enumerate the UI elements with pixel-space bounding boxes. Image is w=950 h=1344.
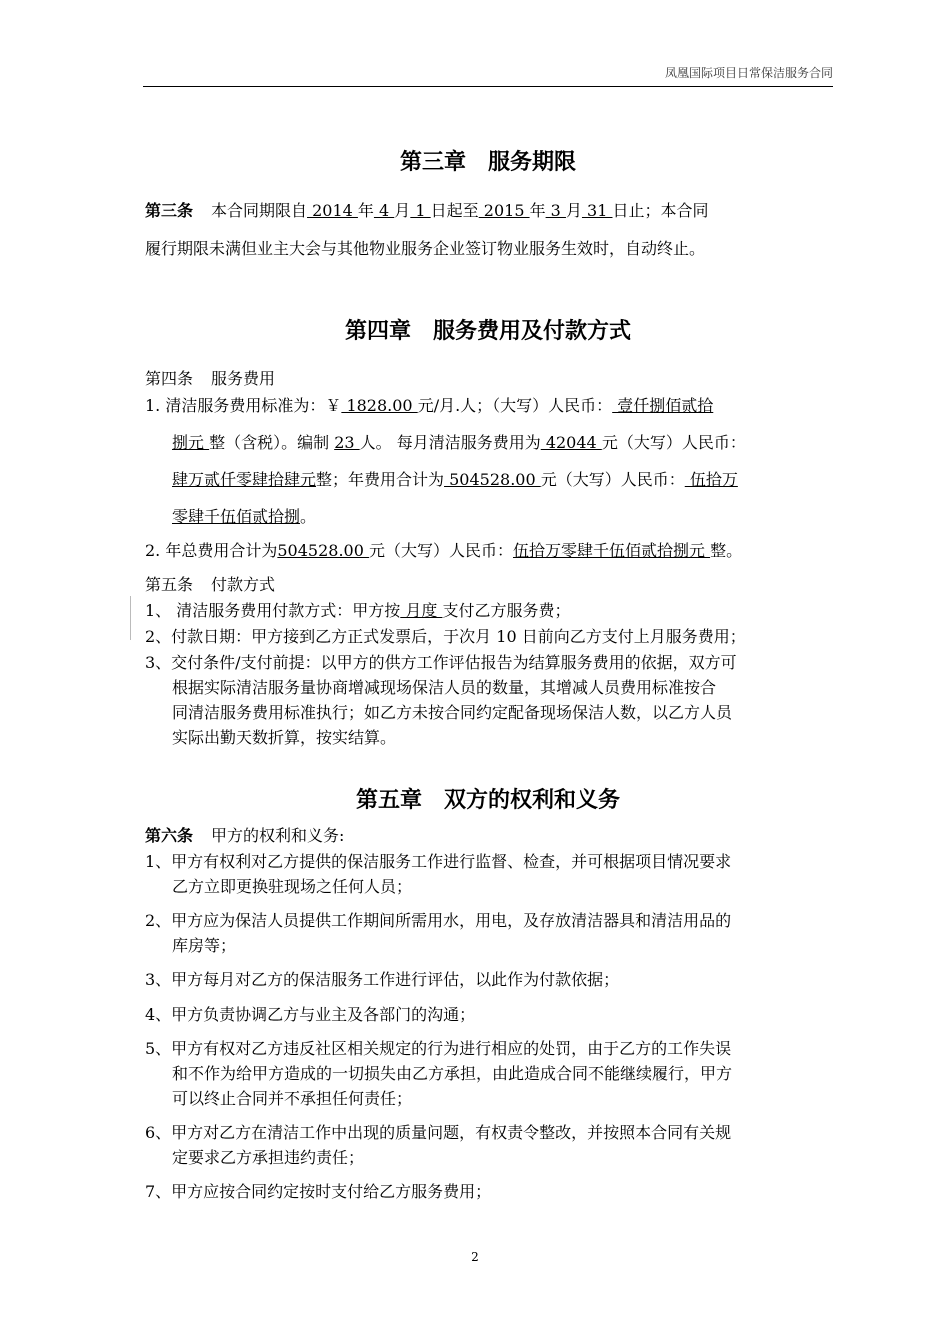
payment-item-3-line-1: 3、交付条件/支付前提：以甲方的供方工作评估报告为结算服务费用的依据，双方可	[145, 653, 737, 672]
article-4-heading: 第四条 服务费用	[145, 369, 276, 388]
page-header	[143, 64, 833, 87]
article-5-heading: 第五条 付款方式	[145, 575, 276, 594]
payment-item-2: 2、付款日期：甲方接到乙方正式发票后，于次月 10 日前向乙方支付上月服务费用；	[145, 627, 746, 646]
payment-item-3-line-4: 实际出勤天数折算，按实结算。	[172, 728, 397, 747]
article-6-heading: 第六条 甲方的权利和义务:	[145, 826, 345, 845]
article-3-line-1: 第三条 本合同期限自 2014 年 4 月 1 日起至 2015 年 3 月 31 日止；本合同	[145, 201, 709, 220]
right-item-1-line-1: 1、甲方有权利对乙方提供的保洁服务工作进行监督、检查，并可根据项目情况要求	[145, 852, 732, 871]
right-item-6-line-2: 定要求乙方承担违约责任；	[172, 1148, 365, 1167]
right-item-5-line-3: 可以终止合同并不承担任何责任；	[172, 1089, 413, 1108]
right-item-4: 4、甲方负责协调乙方与业主及各部门的沟通；	[145, 1005, 476, 1024]
right-item-7: 7、甲方应按合同约定按时支付给乙方服务费用；	[145, 1182, 492, 1201]
payment-item-3-line-2: 根据实际清洁服务量协商增减现场保洁人员的数量，其增减人员费用标准按合	[172, 678, 717, 697]
chapter-5-title: 第五章 双方的权利和义务	[355, 788, 620, 813]
article-3-line-2: 履行期限未满但业主大会与其他物业服务企业签订物业服务生效时，自动终止。	[145, 239, 706, 258]
right-item-3: 3、甲方每月对乙方的保洁服务工作进行评估，以此作为付款依据；	[145, 970, 620, 989]
fee-item-1-line-3: 肆万贰仟零肆拾肆元整；年费用合计为 504528.00 元（大写）人民币： 伍拾万	[172, 470, 738, 489]
right-item-1-line-2: 乙方立即更换驻现场之任何人员；	[172, 877, 413, 896]
fee-item-1-line-1: 1. 清洁服务费用标准为：￥ 1828.00 元/月.人；（大写）人民币： 壹仟捌佰贰拾	[145, 396, 714, 415]
right-item-6-line-1: 6、甲方对乙方在清洁工作中出现的质量问题，有权责令整改，并按照本合同有关规	[145, 1123, 732, 1142]
payment-item-1: 1、 清洁服务费用付款方式：甲方按 月度 支付乙方服务费；	[145, 601, 571, 620]
chapter-3-title: 第三章 服务期限	[399, 150, 576, 175]
fee-item-1-line-2: 捌元 整（含税）。编制 23 人。 每月清洁服务费用为 42044 元（大写）人民币：	[172, 433, 746, 452]
right-item-2-line-1: 2、甲方应为保洁人员提供工作期间所需用水，用电，及存放清洁器具和清洁用品的	[145, 911, 732, 930]
right-item-5-line-1: 5、甲方有权对乙方违反社区相关规定的行为进行相应的处罚，由于乙方的工作失误	[145, 1039, 732, 1058]
right-item-2-line-2: 库房等；	[172, 936, 237, 955]
fee-item-1-line-4: 零肆千伍佰贰拾捌。	[172, 507, 317, 526]
payment-item-3-line-3: 同清洁服务费用标准执行；如乙方未按合同约定配备现场保洁人数，以乙方人员	[172, 703, 733, 722]
chapter-4-title: 第四章 服务费用及付款方式	[344, 319, 631, 344]
right-item-5-line-2: 和不作为给甲方造成的一切损失由乙方承担，由此造成合同不能继续履行，甲方	[172, 1064, 733, 1083]
revision-mark	[130, 596, 132, 640]
page-number: 2	[471, 1250, 479, 1264]
fee-item-2: 2. 年总费用合计为504528.00 元（大写）人民币：伍拾万零肆千伍佰贰拾捌元 整。	[145, 541, 743, 560]
header-title: 凤凰国际项目日常保洁服务合同	[664, 66, 833, 80]
